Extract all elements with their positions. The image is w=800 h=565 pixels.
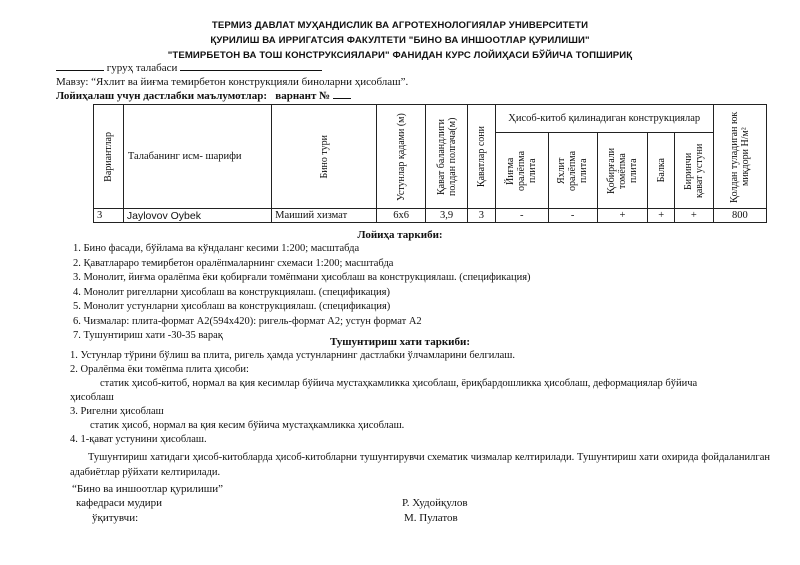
teacher-name: М. Пулатов <box>404 512 458 524</box>
cell-height: 3,9 <box>426 209 468 223</box>
header-floors: Қаватлар сони <box>468 105 496 209</box>
head-name: Р. Худойқулов <box>402 497 468 509</box>
list-item: 3. Монолит, йиғма оралёпма ёки қобирғали томёпмани ҳисоблаш ва конструкциялаш. (спецификация) <box>73 272 531 283</box>
initial-data-label: Лойиҳалаш учун дастлабки маълумотлар: <box>56 90 268 102</box>
university-title: ТЕРМИЗ ДАВЛАТ МУҲАНДИСЛИК ВА АГРОТЕХНОЛОГИЯЛАР УНИВЕРСИТЕТИ <box>211 20 589 31</box>
note-item-2-detail: статик ҳисоб-китоб, нормал ва қия кесимлар бўйича мустаҳкамликка ҳисоблаш, ёриқбардошликка ҳисоблаш, деформациялар бўйича <box>100 378 698 389</box>
header-ribbed-slab: Қобирғали томёпма плита <box>597 133 648 209</box>
note-item-3: 3. Ригелни ҳисоблаш <box>70 406 164 417</box>
list-item: 5. Монолит устунларни ҳисоблаш ва конструкциялаш. (спецификация) <box>73 301 391 312</box>
student-group-line <box>56 62 322 74</box>
faculty-title: ҚУРИЛИШ ВА ИРРИГАТСИЯ ФАКУЛТЕТИ "БИНО ВА ИНШООТЛАР ҚУРИЛИШИ" <box>210 35 590 46</box>
project-content-list <box>73 243 531 345</box>
cell-floors: 3 <box>468 209 496 223</box>
group-blank <box>56 62 104 71</box>
header-column: Биринчи қават устуни <box>674 133 713 209</box>
list-item: 2. Қаватлараро темирбетон оралёпмаларнинг схемаси 1:200; масштабда <box>73 257 394 269</box>
header-column-step: Устунлар қадами (м) <box>377 105 426 209</box>
cell-load: 800 <box>713 209 766 223</box>
teacher-label: ўқитувчи: <box>92 512 139 524</box>
list-item: 4. Монолит ригелларни ҳисоблаш ва конструкциялаш. (спецификация) <box>73 286 390 298</box>
topic-line: Мавзу: “Яхлит ва йиғма темирбетон конструкцияли биноларни ҳисоблаш”. <box>56 76 409 88</box>
cell-building: Маиший хизмат <box>272 209 377 223</box>
student-group-label: гуруҳ талабаси <box>106 62 178 74</box>
cell-beam: + <box>648 209 675 223</box>
project-content-title: Лойиҳа таркиби: <box>357 229 443 241</box>
table-row <box>94 209 767 223</box>
note-item-2-detail-cont: ҳисоблаш <box>70 392 114 403</box>
header-student-name: Талабанинг исм- шарифи <box>123 105 271 209</box>
dept-line-1: “Бино ва иншоотлар қурилиши” <box>72 483 224 495</box>
note-item-2: 2. Оралёпма ёки томёпма плита ҳисоби: <box>70 364 249 375</box>
header-variants: Вариантлар <box>94 105 124 209</box>
header-building-type: Бино тури <box>272 105 377 209</box>
note-item-1: 1. Устунлар тўрини бўлиш ва плита, ригель ҳамда устунларнинг дастлабки ўлчамларини белгилаш. <box>70 350 515 361</box>
cell-precast: - <box>495 209 548 223</box>
header-monolith-slab: Яхлит оралёпма плита <box>548 133 597 209</box>
dept-line-2: кафедраси мудири <box>76 497 163 509</box>
note-item-4: 4. 1-қават устунини ҳисоблаш. <box>70 434 207 445</box>
explanatory-note-title: Тушунтириш хати таркиби: <box>329 336 471 348</box>
initial-data-line <box>56 90 351 102</box>
cell-step: 6x6 <box>377 209 426 223</box>
list-item: 7. Тушунтириш хати -30-35 варақ <box>73 330 223 341</box>
list-item: 6. Чизмалар: плита-формат А2(594х420): ригель-формат А2; устун формат А2 <box>73 315 422 327</box>
cell-monolith: - <box>548 209 597 223</box>
list-item: 1. Бино фасади, бўйлама ва кўндаланг кесими 1:200; масштабда <box>73 243 360 254</box>
cell-ribbed: + <box>597 209 648 223</box>
variant-label: варнант № <box>275 90 331 102</box>
header-beam: Балка <box>648 133 675 209</box>
header-precast-slab: Йиғма оралёпма плита <box>495 133 548 209</box>
initial-data-table <box>93 104 767 223</box>
header-calc-group: Ҳисоб-китоб қилинадиган конструкциялар <box>495 105 713 133</box>
cell-variant: 3 <box>94 209 124 223</box>
note-item-3-detail: статик ҳисоб, нормал ва қия кесим бўйича мустаҳкамликка ҳисоблаш. <box>90 420 405 431</box>
header-floor-height: Қават баландлиги полдан полгача(м) <box>426 105 468 209</box>
header-temp-load: Қолдан туладиган юк миқдори Н/м² <box>713 105 766 209</box>
assignment-title: "ТЕМИРБЕТОН ВА ТОШ КОНСТРУКСИЯЛАРИ" ФАНИДАН КУРС ЛОЙИҲАСИ БЎЙИЧА ТОПШИРИҚ <box>167 50 633 61</box>
variant-blank <box>333 90 351 99</box>
cell-student: Jaylovov Oybek <box>123 209 271 223</box>
student-name-blank <box>180 62 322 71</box>
note-closing: Тушунтириш хатидаги ҳисоб-китобларда ҳисоб-китобларни тушунтирувчи схематик чизмалар келтирилади. Тушунтириш хати охирида фойдаланилган адабиётлар рўйхати келтирилади. <box>70 452 770 478</box>
cell-column: + <box>674 209 713 223</box>
